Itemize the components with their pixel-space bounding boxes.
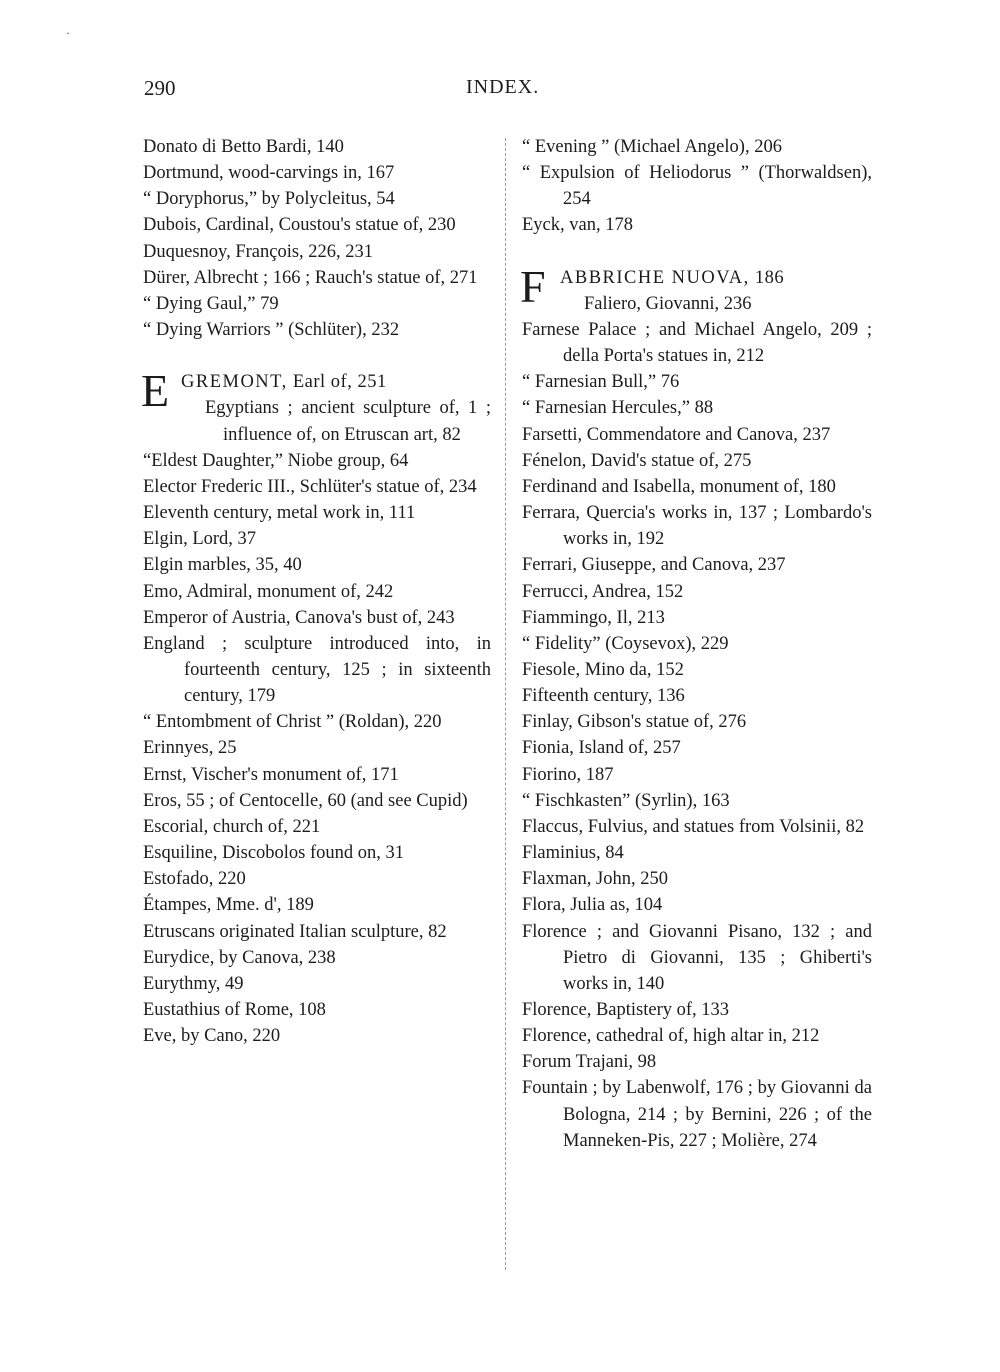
index-entry: Fiammingo, Il, 213 [522,607,665,628]
page-title: INDEX. [466,76,540,98]
index-entry: Fiorino, 187 [522,764,614,785]
index-entry: “ Farnesian Bull,” 76 [522,372,680,393]
index-entry: “ Fidelity” (Coysevox), 229 [522,633,729,654]
index-entry: Duquesnoy, François, 226, 231 [143,241,374,262]
index-entry: Finlay, Gibson's statue of, 276 [522,712,747,733]
index-entry: Ferrara, Quercia's works in, 137 ; Lombardo's works in, 192 [522,503,872,550]
index-entry: Florence, Baptistery of, 133 [522,1000,730,1020]
index-entry: “Eldest Daughter,” Niobe group, 64 [143,450,409,471]
index-entry: Ferrari, Giuseppe, and Canova, 237 [522,555,786,576]
index-entry: Egyptians ; ancient sculpture of, 1 ; influence of, on Etruscan art, 82 [205,398,491,445]
index-entry: Etruscans originated Italian sculpture, 82 [143,921,447,942]
section-heading-rest: Earl of, 251 [287,372,387,393]
index-entry: Farsetti, Commendatore and Canova, 237 [522,424,831,445]
index-entry: Erinnyes, 25 [143,738,237,759]
index-entry: Ernst, Vischer's monument of, 171 [143,764,399,785]
index-entry: Dubois, Cardinal, Coustou's statue of, 230 [143,215,456,236]
section-gap [143,343,491,369]
index-entry: Fifteenth century, 136 [522,686,685,707]
index-entry: England ; sculpture introduced into, in fourteenth century, 125 ; in sixteenth century, 179 [143,633,491,707]
index-entry: Eurythmy, 49 [143,973,244,994]
index-entry: Flaccus, Fulvius, and statues from Volsinii, 82 [522,816,865,837]
index-entry: Elgin marbles, 35, 40 [143,555,302,576]
section-start-entry [141,365,491,447]
index-entry: Eros, 55 ; of Centocelle, 60 (and see Cupid) [143,790,468,811]
index-entry: Florence ; and Giovanni Pisano, 132 ; and Pietro di Giovanni, 135 ; Ghiberti's works in, 140 [522,921,872,994]
index-entry: Flora, Julia as, 104 [522,895,663,916]
index-entry: Donato di Betto Bardi, 140 [143,137,344,157]
index-entry: Eurydice, by Canova, 238 [143,947,336,968]
index-column-right [522,134,872,1154]
section-gap [522,239,872,265]
index-entry: Eustathius of Rome, 108 [143,1000,326,1020]
drop-cap-letter: E [141,365,170,417]
drop-cap-letter: F [520,260,546,312]
column-divider [505,138,506,1270]
index-entry: Farnese Palace ; and Michael Angelo, 209 ; della Porta's statues in, 212 [522,319,872,367]
index-entry: Florence, cathedral of, high altar in, 212 [522,1026,820,1047]
index-entry: Eleventh century, metal work in, 111 [143,503,416,524]
index-entry: Dortmund, wood-carvings in, 167 [143,163,395,184]
index-entry: Fénelon, David's statue of, 275 [522,450,752,471]
index-entry: Escorial, church of, 221 [143,816,321,837]
section-heading-line [181,369,491,395]
page-header [144,76,554,106]
section-heading-caps: GREMONT, [181,372,288,393]
index-entry: Esquiline, Discobolos found on, 31 [143,843,405,864]
index-column-left [143,134,491,1049]
index-entry: Elgin, Lord, 37 [143,529,257,550]
index-entry: Emo, Admiral, monument of, 242 [143,581,394,602]
index-entry: Forum Trajani, 98 [522,1052,657,1073]
index-entry: Eve, by Cano, 220 [143,1026,281,1047]
section-start-entry [520,260,872,317]
section-heading-rest: 186 [749,267,785,288]
index-entry: Emperor of Austria, Canova's bust of, 243 [143,607,455,628]
index-entry: Fountain ; by Labenwolf, 176 ; by Giovanni da Bologna, 214 ; by Bernini, 226 ; of the Manneken-Pis, 227 ; Molière, 274 [522,1078,872,1151]
index-entry: Flaxman, John, 250 [522,869,668,890]
index-entry: Faliero, Giovanni, 236 [584,293,752,314]
index-entry: “ Dying Gaul,” 79 [143,293,279,314]
index-entry: Fionia, Island of, 257 [522,738,681,759]
index-entry: “ Farnesian Hercules,” 88 [522,398,714,419]
index-entry: Ferrucci, Andrea, 152 [522,581,684,602]
index-entry: Elector Frederic III., Schlüter's statue of, 234 [143,476,477,497]
index-entry: Dürer, Albrecht ; 166 ; Rauch's statue of, 271 [143,267,478,288]
section-heading-line [560,265,872,291]
stray-mark: · [66,26,70,40]
index-entry: Flaminius, 84 [522,843,624,864]
index-entry: Étampes, Mme. d', 189 [143,895,314,916]
index-entry: “ Evening ” (Michael Angelo), 206 [522,137,782,157]
section-heading-caps: ABBRICHE NUOVA, [560,267,750,288]
index-entry: Ferdinand and Isabella, monument of, 180 [522,476,836,497]
index-entry: “ Doryphorus,” by Polycleitus, 54 [143,189,395,210]
index-entry: Eyck, van, 178 [522,215,633,236]
page-number: 290 [144,76,176,100]
index-entry: Estofado, 220 [143,869,246,890]
index-entry: “ Entombment of Christ ” (Roldan), 220 [143,712,442,733]
index-entry: “ Dying Warriors ” (Schlüter), 232 [143,320,400,341]
index-entry: “ Expulsion of Heliodorus ” (Thorwaldsen), 254 [522,163,872,210]
index-entry: Fiesole, Mino da, 152 [522,659,684,680]
index-entry: “ Fischkasten” (Syrlin), 163 [522,790,730,811]
